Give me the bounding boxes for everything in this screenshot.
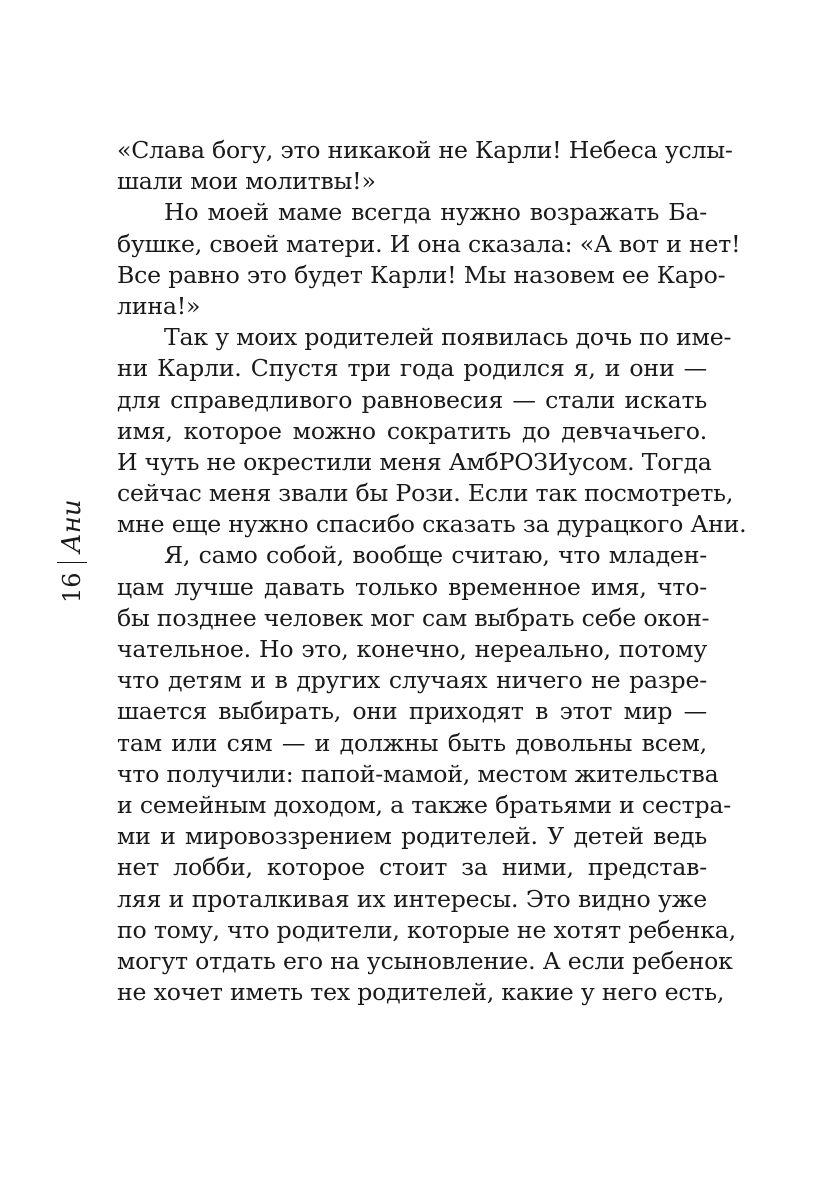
text-line: имя, которое можно сократить до девчачьего.: [117, 416, 707, 445]
running-head: [57, 499, 87, 603]
paragraph: [117, 540, 736, 1008]
text-line: для справедливого равновесия — стали искать: [117, 385, 707, 414]
text-line: бы позднее человек мог сам выбрать себе окон-: [117, 603, 710, 632]
text-line: мне еще нужно спасибо сказать за дурацкого Ани.: [117, 510, 747, 539]
chapter-title: Ани: [57, 499, 87, 553]
text-line: ляя и проталкивая их интересы. Это видно уже: [117, 884, 707, 913]
text-line: там или сям — и должны быть довольны всем,: [117, 728, 707, 757]
text-line: ни Карли. Спустя три года родился я, и они —: [117, 354, 707, 383]
text-line: что детям и в других случаях ничего не разре-: [117, 666, 707, 695]
text-line: лина!»: [117, 291, 201, 320]
body-text: [117, 135, 747, 1008]
text-line: чательное. Но это, конечно, нереально, потому: [117, 635, 707, 663]
text-line: могут отдать его на усыновление. А если ребенок: [117, 946, 733, 975]
text-line: что получили: папой-мамой, местом жительства: [117, 759, 719, 788]
paragraph: [117, 322, 747, 540]
text-line: цам лучше давать только временное имя, что-: [117, 572, 707, 601]
text-line: нет лобби, которое стоит за ними, представ-: [117, 853, 707, 882]
text-line: шается выбирать, они приходят в этот мир —: [117, 697, 707, 726]
text-line: Я, само собой, вообще считаю, что младен-: [164, 541, 707, 570]
text-line: не хочет иметь тех родителей, какие у него есть,: [117, 978, 725, 1007]
text-line: сейчас меня звали бы Рози. Если так посмотреть,: [117, 479, 734, 508]
text-line: ми и мировоззрением родителей. У детей ведь: [117, 822, 707, 851]
text-line: бушке, своей матери. И она сказала: «А вот и нет!: [117, 229, 741, 258]
text-line: «Слава богу, это никакой не Карли! Небеса услы-: [117, 136, 733, 164]
running-head-divider: [57, 562, 87, 564]
text-line: по тому, что родители, которые не хотят ребенка,: [117, 915, 736, 944]
text-line: Так у моих родителей появилась дочь по име-: [164, 323, 732, 352]
paragraph: [117, 135, 733, 197]
text-line: Но моей маме всегда нужно возражать Ба-: [164, 198, 707, 227]
text-line: И чуть не окрестили меня АмбРОЗИусом. Тогда: [117, 447, 712, 476]
text-line: шали мои молитвы!»: [117, 167, 376, 196]
paragraph: [117, 197, 741, 322]
text-line: и семейным доходом, а также братьями и сестра-: [117, 790, 732, 819]
page-number: 16: [58, 572, 86, 603]
text-line: Все равно это будет Карли! Мы назовем ее Каро-: [117, 260, 726, 289]
